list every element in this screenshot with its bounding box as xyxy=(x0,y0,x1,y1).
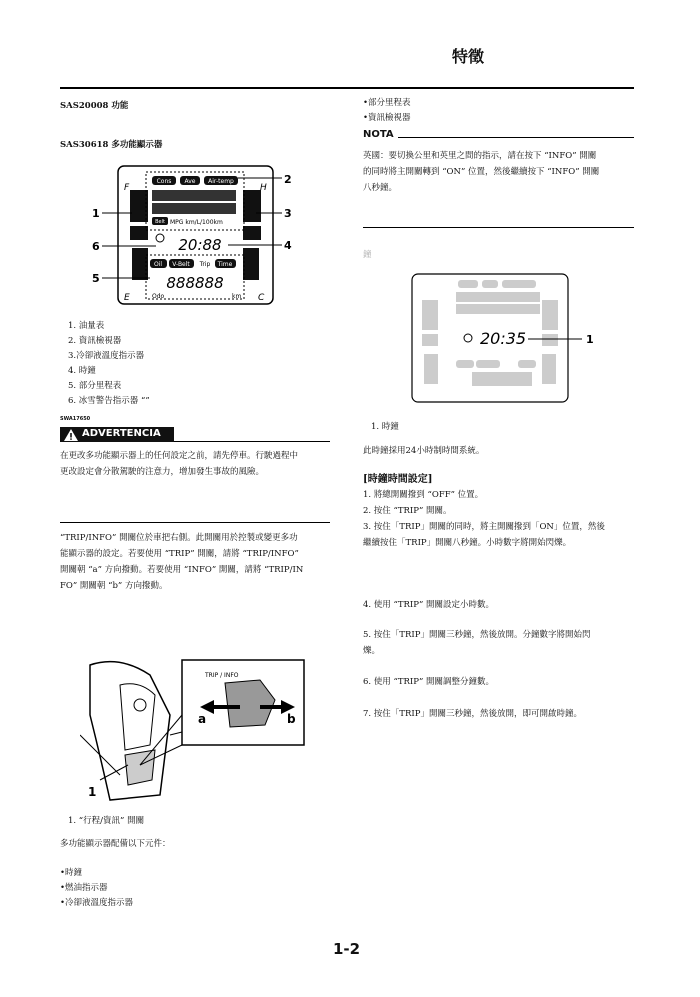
nota-label: NOTA xyxy=(363,129,394,140)
belt-label: Belt xyxy=(155,219,165,225)
components-list xyxy=(60,866,133,911)
paragraph-line: “TRIP/INFO” 開關位於車把右側。此開關用於控製或變更多功 xyxy=(60,533,298,543)
section-code-multifunction-display: SAS30618 多功能顯示器 xyxy=(60,140,163,150)
callout-switch: 1 xyxy=(88,785,97,799)
clock-steps xyxy=(363,487,635,551)
trip-label: Trip xyxy=(199,261,211,268)
odometer-reading: 888888 xyxy=(166,274,224,292)
time-label: Time xyxy=(217,261,233,268)
step-line: 繼續按住「TRIP」開關八秒鐘。小時數字將開始閃爍。 xyxy=(363,538,572,548)
component-item: • 燃油指示器 xyxy=(60,881,133,896)
cons-label: Cons xyxy=(156,178,172,185)
step-line: 5. 按住「TRIP」開關三秒鐘，然後放開。分鐘數字將開始閃 xyxy=(363,630,591,640)
clock-setting-title: [時鐘時間設定] xyxy=(363,474,433,485)
legend-item: 1. 油量表 xyxy=(68,321,105,331)
v-belt-label: V-Belt xyxy=(172,261,190,268)
callout-3: 3 xyxy=(284,207,292,220)
warning-code: SWA17650 xyxy=(60,416,91,422)
ave-label: Ave xyxy=(184,178,196,185)
clock-caption: 1. 時鐘 xyxy=(371,422,399,432)
km-label: km xyxy=(232,293,242,300)
warning-line: 在更改多功能顯示器上的任何設定之前，請先停車。行駛過程中 xyxy=(60,451,299,461)
legend-item: 4. 時鐘 xyxy=(68,366,96,376)
handlebar-switch-diagram xyxy=(80,655,310,805)
legend-item: 6. 冰雪警告指示器 “” xyxy=(68,396,150,406)
section-code-functions: SAS20008 功能 xyxy=(60,101,129,111)
nota-line: 八秒鐘。 xyxy=(363,183,398,193)
step-line: 1. 將總開關撥到 “OFF” 位置。 xyxy=(363,490,484,500)
nota-line: 英國：要切換公里和英里之間的指示，請在按下 “INFO” 開關 xyxy=(363,151,597,161)
warning-text xyxy=(60,448,332,480)
odo-label: Odo xyxy=(152,293,165,300)
warning-banner xyxy=(60,427,174,442)
step-6: 6. 使用 “TRIP” 開關調整分鐘數。 xyxy=(363,677,495,687)
step-line: 爍。 xyxy=(363,646,381,656)
step-line: 2. 按住 “TRIP” 開關。 xyxy=(363,506,452,516)
page-title: 特徵 xyxy=(452,47,485,66)
nota-line: 的同時將主開關轉到 “ON” 位置，然後繼續按下 “INFO” 開關 xyxy=(363,167,600,177)
callout-1: 1 xyxy=(92,207,100,220)
callout-4: 4 xyxy=(284,239,292,252)
switch-paragraph xyxy=(60,530,332,594)
page-number: 1-2 xyxy=(333,940,361,958)
legend-item: 5. 部分里程表 xyxy=(68,381,122,391)
warning-triangle-icon xyxy=(64,429,78,441)
fuel-empty-label: E xyxy=(124,293,130,303)
header-rule xyxy=(60,87,634,89)
component-item: • 時鐘 xyxy=(60,866,133,881)
clock-diagram xyxy=(410,272,610,404)
direction-b-label: b xyxy=(287,712,296,726)
direction-a-label: a xyxy=(198,712,207,726)
step-7: 7. 按住「TRIP」開關三秒鐘，然後放開，即可開啟時鐘。 xyxy=(363,709,582,719)
paragraph-line: 開關朝 “a” 方向撥動。若要使用 “INFO” 開關，請將 “TRIP/IN xyxy=(60,565,304,575)
callout-5: 5 xyxy=(92,272,100,285)
legend-item: 3.冷卻液溫度指示器 xyxy=(68,351,145,361)
section-rule xyxy=(60,522,330,523)
callout-clock: 1 xyxy=(586,333,594,346)
fuel-full-label: F xyxy=(124,183,130,193)
step-line: 3. 按住「TRIP」開關的同時，將主開關撥到「ON」位置，然後 xyxy=(363,522,605,532)
component-item: • 部分里程表 xyxy=(363,96,411,111)
section-rule xyxy=(363,227,634,228)
trip-info-switch-label: TRIP / INFO xyxy=(205,672,239,679)
components-list-continued xyxy=(363,96,411,126)
oil-label: Oil xyxy=(153,261,163,268)
display-legend xyxy=(68,319,150,409)
clock-heading: 鐘 xyxy=(363,250,372,260)
nota-text xyxy=(363,148,635,196)
warning-rule xyxy=(174,441,330,442)
clock-description: 此時鐘採用24小時制時間系統。 xyxy=(363,446,485,456)
callout-2: 2 xyxy=(284,173,292,186)
warning-line: 更改設定會分散駕駛的注意力，增加發生事故的風險。 xyxy=(60,467,265,477)
air-temp-label: Air-temp xyxy=(208,178,234,185)
nota-rule xyxy=(398,137,634,138)
components-intro: 多功能顯示器配備以下元件： xyxy=(60,839,171,849)
paragraph-line: 能顯示器的設定。若要使用 “TRIP” 開關，請將 “TRIP/INFO” xyxy=(60,549,299,559)
step-4: 4. 使用 “TRIP” 開關設定小時數。 xyxy=(363,600,495,610)
clock-time: 20:35 xyxy=(480,329,527,348)
warning-label: ADVERTENCIA xyxy=(82,428,161,439)
temp-hot-label: H xyxy=(260,183,267,193)
callout-6: 6 xyxy=(92,240,100,253)
component-item: • 資訊檢視器 xyxy=(363,111,411,126)
component-item: • 冷卻液溫度指示器 xyxy=(60,896,133,911)
clock-reading: 20:88 xyxy=(178,236,222,254)
switch-caption: 1. “行程/資訊” 開關 xyxy=(68,816,145,826)
step-5 xyxy=(363,627,635,659)
temp-cold-label: C xyxy=(258,293,265,303)
legend-item: 2. 資訊檢視器 xyxy=(68,336,122,346)
display-diagram xyxy=(88,160,308,310)
paragraph-line: FO” 開關朝 “b” 方向撥動。 xyxy=(60,581,168,591)
units-label: MPG km/L/100km xyxy=(170,219,223,226)
